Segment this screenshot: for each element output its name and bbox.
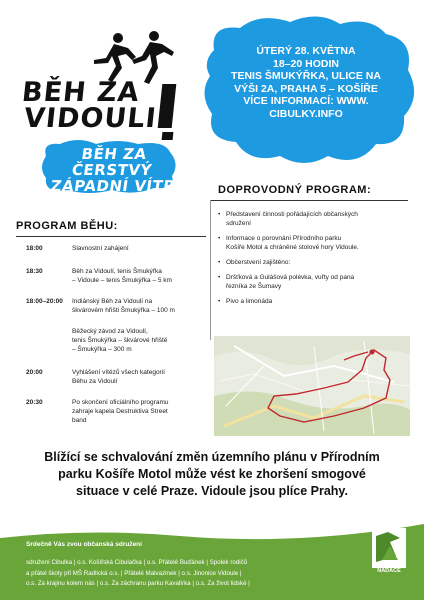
side-program-item bbox=[218, 273, 404, 291]
side-program-item bbox=[218, 297, 404, 306]
side-item-line: řezníka ze Šumavy bbox=[226, 283, 282, 290]
side-item-line: Košíře Motol a chráněné stolové hory Vidoule. bbox=[226, 244, 359, 251]
program-text bbox=[72, 297, 212, 315]
program-time: 18:30 bbox=[26, 268, 43, 275]
route-map bbox=[214, 336, 410, 436]
program-time: 18:00–20:00 bbox=[26, 298, 63, 305]
event-subtitle bbox=[48, 146, 178, 194]
side-program-list bbox=[218, 210, 404, 312]
program-text-line: Indiánský Běh za Vidoulí na bbox=[72, 298, 153, 305]
side-item-line: sdružení bbox=[226, 220, 251, 227]
program-text-line: Běh za Vidoulí, tenis Šmukýřka bbox=[72, 268, 162, 275]
slogan-line: Blížící se schvalování změn územního plánu v Přírodním bbox=[44, 450, 380, 464]
side-program-item bbox=[218, 210, 404, 228]
program-text-line: Slavnostní zahájení bbox=[72, 245, 129, 252]
info-line: VÝŠI 2A, PRAHA 5 – KOŠÍŘE bbox=[234, 82, 378, 95]
program-divider bbox=[16, 236, 206, 237]
program-text-line: Běhu za Vidoulí bbox=[72, 378, 118, 385]
footer-line: a přátel školy při MŠ Radlická o.s. | Přátelé Malvazinek | o.s. Jinonice Vidoule | bbox=[26, 569, 242, 577]
program-text bbox=[72, 244, 212, 253]
footer-organizations bbox=[26, 558, 356, 590]
program-time: 20:30 bbox=[26, 399, 43, 406]
side-item-line: Pivo a limonáda bbox=[226, 298, 273, 305]
side-program-divider bbox=[210, 200, 408, 201]
footer-line: sdružení Cibulka | o.s. Košířská Cibulačka | o.s. Přátelé Buďánek | Spolek rodičů bbox=[26, 559, 248, 566]
program-text-line: band bbox=[72, 417, 87, 424]
bullet: • bbox=[218, 274, 221, 281]
program-text-line: – Šmukýřka – 300 m bbox=[72, 346, 132, 353]
program-text bbox=[72, 398, 212, 425]
title-line-2: VIDOULI bbox=[22, 103, 159, 134]
info-line: CIBULKY.INFO bbox=[269, 107, 343, 120]
subtitle-line-1: BĚH ZA ČERSTVÝ bbox=[70, 145, 154, 179]
program-text bbox=[72, 368, 212, 386]
info-line: VÍCE INFORMACÍ: WWW. bbox=[243, 95, 369, 107]
subtitle-line-2: ZÁPADNÍ VÍTR bbox=[49, 177, 177, 195]
side-program-item bbox=[218, 234, 404, 252]
info-line: TENIS ŠMUKÝŘKA, ULICE NA bbox=[231, 70, 381, 82]
footer-line: o.s. Za krajinu kolem nás | o.s. Za záchranu parku Kavalírka | o.s. Za život lidské | bbox=[26, 580, 250, 587]
side-item-line: Představení činnosti pořádajících občanských bbox=[226, 211, 358, 218]
program-text-line: škvárovém hřišti Šmukýřka – 100 m bbox=[72, 307, 175, 314]
logo-text: NADACE bbox=[377, 568, 401, 574]
title-line-1: BĚH ZA bbox=[20, 77, 142, 108]
program-text-line: – Vidoule – tenis Šmukýřka – 5 km bbox=[72, 277, 172, 284]
event-title bbox=[20, 77, 222, 134]
program-time: 18:00 bbox=[26, 245, 43, 252]
side-program-heading: DOPROVODNÝ PROGRAM: bbox=[218, 184, 372, 196]
bullet: • bbox=[218, 259, 221, 266]
footer-title: Srdečně Vás zvou občanská sdružení bbox=[26, 541, 142, 548]
program-text-line: Po skončení oficiálního programu bbox=[72, 399, 169, 406]
program-row bbox=[26, 244, 212, 253]
side-program-item bbox=[218, 258, 404, 267]
side-item-line: Dršťková a Gulášová polévka, vuřty od pana bbox=[226, 274, 355, 281]
bullet: • bbox=[218, 298, 221, 305]
side-item-line: Informace o porovnání Přírodního parku bbox=[226, 235, 342, 242]
program-heading: PROGRAM BĚHU: bbox=[16, 220, 118, 232]
program-row bbox=[26, 368, 212, 386]
info-line: 18–20 HODIN bbox=[273, 57, 339, 70]
slogan bbox=[24, 449, 400, 500]
bullet: • bbox=[218, 235, 221, 242]
event-info bbox=[208, 45, 404, 120]
program-text-line: Vyhlášení vítězů všech kategorií bbox=[72, 369, 165, 376]
program-text-line: tenis Šmukýřka – škvárové hřiště bbox=[72, 337, 168, 344]
side-program-vertical-divider bbox=[210, 200, 211, 340]
program-row bbox=[26, 267, 212, 285]
program-row bbox=[26, 327, 212, 354]
bullet: • bbox=[218, 211, 221, 218]
program-time bbox=[26, 327, 72, 354]
program-list bbox=[26, 244, 212, 425]
program-text bbox=[72, 267, 212, 285]
info-line: ÚTERÝ 28. KVĚTNA bbox=[256, 45, 356, 57]
program-text bbox=[72, 327, 212, 354]
program-text-line: zahraje kapela Destruktiva Street bbox=[72, 408, 168, 415]
program-row bbox=[26, 297, 212, 315]
side-item-line: Občerstvení zajištěno: bbox=[226, 259, 291, 266]
slogan-line: situace v celé Praze. Vidoule jsou plíce Prahy. bbox=[76, 484, 348, 498]
program-row bbox=[26, 398, 212, 425]
program-text-line: Běžecký závod za Vidoulí, bbox=[72, 328, 148, 335]
slogan-line: parku Košíře Motol může vést ke zhoršení smogové bbox=[58, 467, 366, 481]
program-time: 20:00 bbox=[26, 369, 43, 376]
